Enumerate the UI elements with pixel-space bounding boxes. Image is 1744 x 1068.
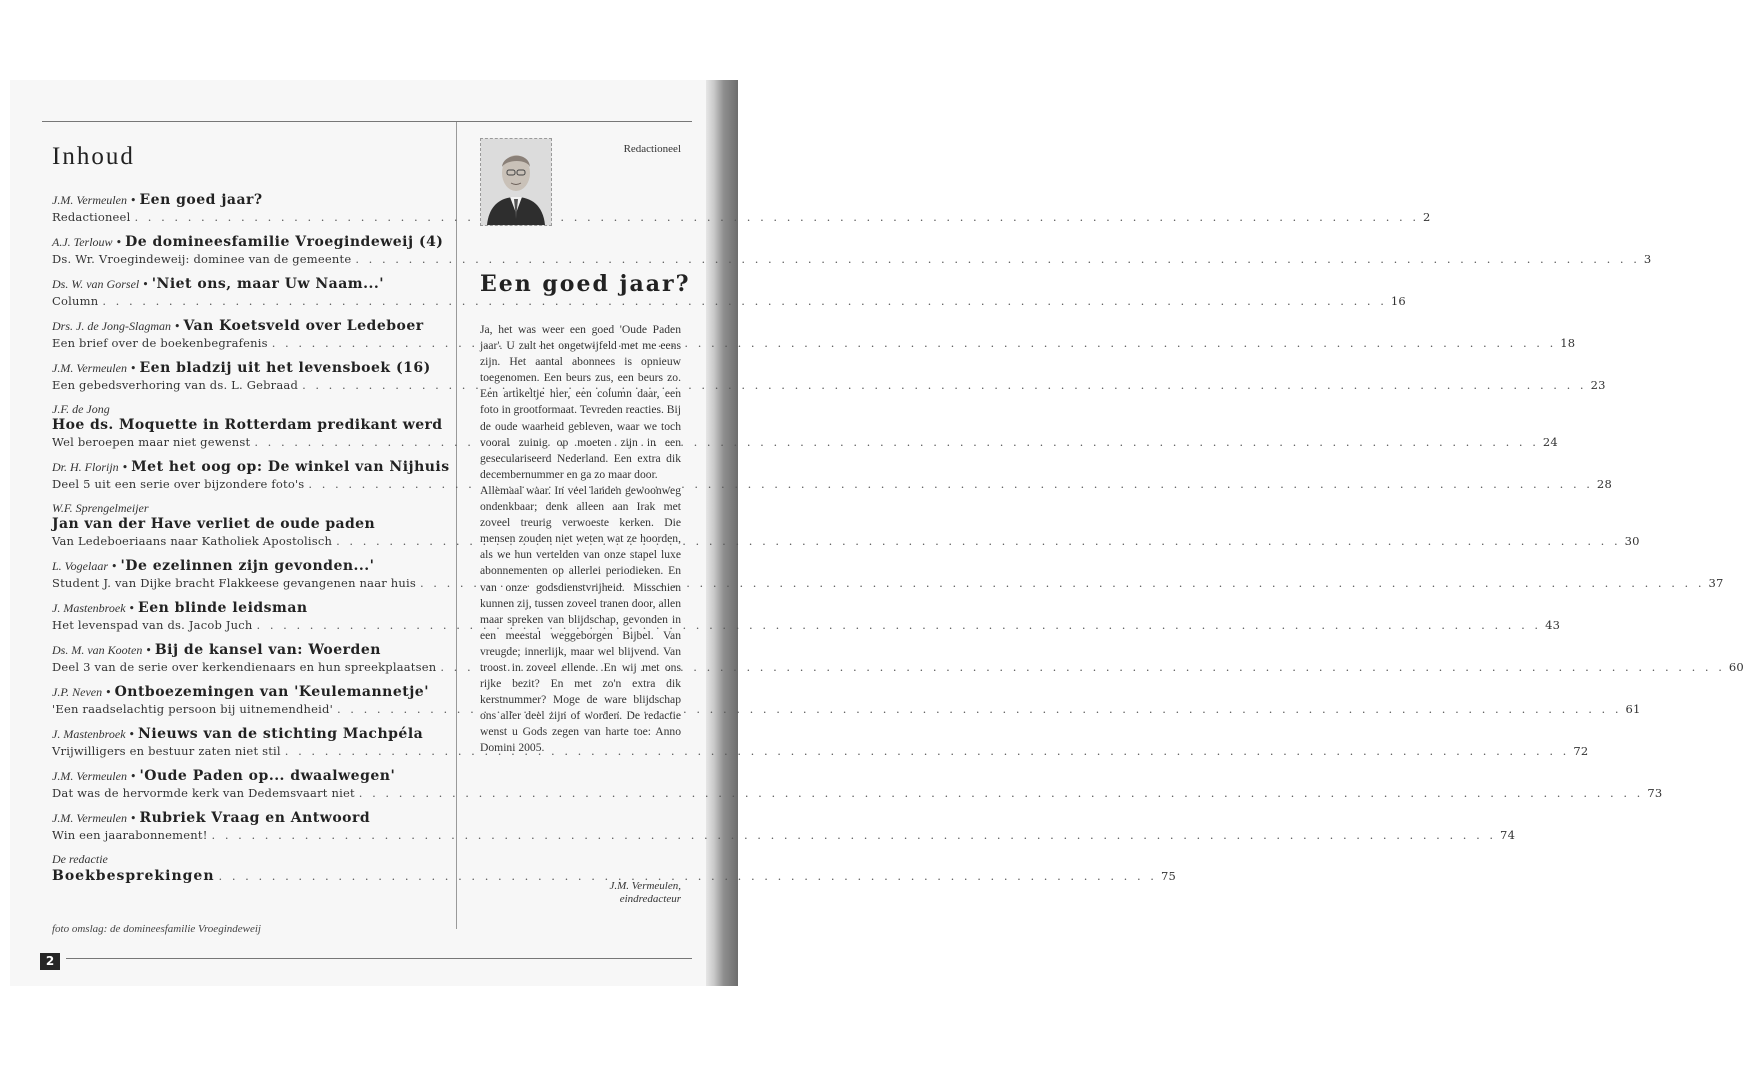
toc-entry-author: L. Vogelaar	[52, 559, 109, 573]
bullet-separator: •	[142, 278, 149, 291]
toc-entry-title: 'Oude Paden op... dwaalwegen'	[139, 768, 396, 784]
section-label: Redactioneel	[623, 143, 681, 155]
editorial-paragraph: Allemaal waar. In veel landen gewoonweg ondenkbaar; denk alleen aan Irak met zoveel treurig verwoeste kerken. Die mensen zouden niet weten wat ze hoorden, als we hun vertelden van onze stapel luxe abonnementen op allerlei periodieken. En van onze godsdienstvrijheid. Misschien kunnen zij, tussen zoveel tranen door, allen maar spreken van blijdschap, gevonden in een meestal weggeborgen Bijbel. Van vreugde; innerlijk, maar wel blijvend. Van troost in zoveel ellende. En wij met ons rijke bezit? En met zo'n extra dik kerstnummer? Moge de ware blijdschap ons aller deel zijn of worden. De redactie wenst u Gods zegen van harte toe: Anno Domini 2005.	[480, 483, 681, 755]
bullet-separator: •	[128, 602, 136, 615]
leader-dots	[219, 867, 1157, 885]
toc-entry[interactable]	[52, 501, 1640, 549]
toc-entry-subtitle: Vrijwilligers en bestuur zaten niet stil	[52, 744, 281, 758]
toc-entry-page: 30	[1624, 534, 1640, 548]
toc-entry-title: Ontboezemingen van 'Keulemannetje'	[114, 684, 429, 700]
toc-entry-subtitle: Deel 5 uit een serie over bijzondere foto's	[52, 477, 305, 491]
toc-entry-page: 74	[1500, 828, 1516, 842]
toc-entry-page: 24	[1542, 435, 1558, 449]
toc-entry[interactable]	[52, 726, 1589, 759]
toc-entry[interactable]	[52, 810, 1516, 843]
toc-entry-author: Ds. M. van Kooten	[52, 643, 143, 657]
toc-entry[interactable]	[52, 768, 1663, 801]
toc-entry-subtitle: 'Een raadselachtig persoon bij uitnemendheid'	[52, 702, 333, 716]
bullet-separator: •	[129, 194, 137, 207]
toc-entry-title: Een bladzij uit het levensboek (16)	[139, 360, 431, 376]
toc-entry-page: 23	[1590, 378, 1606, 392]
toc-entry-subtitle: Win een jaarabonnement!	[52, 828, 208, 842]
toc-entry-author: Ds. W. van Gorsel	[52, 277, 140, 291]
toc-entry-subtitle: Van Ledeboeriaans naar Katholiek Apostolisch	[52, 534, 333, 548]
bullet-separator: •	[129, 362, 137, 375]
bullet-separator: •	[129, 812, 137, 825]
toc-entry-page: 18	[1560, 336, 1576, 350]
toc-entry-author: J.F. de Jong	[52, 402, 110, 416]
bullet-separator: •	[145, 644, 152, 657]
toc-entry-subtitle: Redactioneel	[52, 210, 131, 224]
toc-entry[interactable]	[52, 318, 1576, 351]
toc-entry[interactable]	[52, 684, 1641, 717]
toc-entry-page: 72	[1573, 744, 1589, 758]
leader-dots	[102, 293, 1387, 309]
top-rule	[42, 121, 692, 122]
toc-entry-author: Drs. J. de Jong-Slagman	[52, 319, 171, 333]
author-portrait-icon	[481, 139, 551, 225]
toc-entry-page: 43	[1545, 618, 1561, 632]
bullet-separator: •	[105, 686, 112, 699]
toc-entry-author: J.M. Vermeulen	[52, 769, 127, 783]
toc-entry-title: 'De ezelinnen zijn gevonden...'	[120, 558, 375, 574]
toc-entry-author: A.J. Terlouw	[52, 235, 113, 249]
toc-entry[interactable]	[52, 600, 1561, 633]
toc-entry-subtitle: Column	[52, 294, 99, 308]
toc-entry[interactable]	[52, 192, 1431, 225]
leader-dots	[359, 785, 1644, 801]
toc-entry-subtitle: Ds. Wr. Vroegindeweij: dominee van de gemeente	[52, 252, 352, 266]
column-divider	[456, 122, 457, 929]
toc-entry[interactable]	[52, 459, 1612, 492]
toc-entry-title: Een blinde leidsman	[138, 600, 308, 616]
toc-entry-title: Hoe ds. Moquette in Rotterdam predikant werd	[52, 417, 443, 433]
toc-entry-title: Jan van der Have verliet de oude paden	[52, 516, 376, 532]
toc-entry-title: De domineesfamilie Vroegindeweij (4)	[125, 234, 444, 250]
toc-entry-title: 'Niet ons, maar Uw Naam...'	[151, 276, 385, 292]
page-number: 2	[40, 953, 60, 970]
leader-dots	[254, 434, 1539, 450]
bullet-separator: •	[121, 461, 129, 474]
toc-entry[interactable]	[52, 402, 1558, 450]
signature-role: eindredacteur	[619, 893, 681, 905]
toc-entry-subtitle: Deel 3 van de serie over kerkendienaars en hun spreekplaatsen	[52, 660, 437, 674]
bullet-separator: •	[115, 236, 123, 249]
toc-entry-page: 28	[1596, 477, 1612, 491]
toc-entry-page: 61	[1625, 702, 1641, 716]
bullet-separator: •	[111, 560, 118, 573]
leader-dots	[134, 209, 1419, 225]
toc-entry-author: J.M. Vermeulen	[52, 193, 127, 207]
toc-entry-author: J.M. Vermeulen	[52, 361, 127, 375]
toc-entry-page: 75	[1160, 869, 1176, 883]
bullet-separator: •	[128, 728, 136, 741]
toc-entry-page: 73	[1647, 786, 1663, 800]
signature-name: J.M. Vermeulen,	[609, 880, 681, 892]
toc-entry-subtitle: Een brief over de boekenbegrafenis	[52, 336, 268, 350]
toc-entry-author: J. Mastenbroek	[52, 601, 126, 615]
toc-entry-author: J.M. Vermeulen	[52, 811, 127, 825]
toc-entry-author: J. Mastenbroek	[52, 727, 126, 741]
author-portrait-photo	[480, 138, 552, 226]
bullet-separator: •	[173, 320, 181, 333]
toc-entry-author: W.F. Sprengelmeijer	[52, 501, 149, 515]
toc-entry-author: Dr. H. Florijn	[52, 460, 119, 474]
toc-entry[interactable]	[52, 642, 1744, 675]
bottom-rule	[66, 958, 692, 959]
editorial-title: Een goed jaar?	[480, 271, 691, 297]
toc-entry-subtitle: Een gebedsverhoring van ds. L. Gebraad	[52, 378, 299, 392]
toc-entry[interactable]	[52, 558, 1724, 591]
toc-entry-title: Een goed jaar?	[139, 192, 263, 208]
toc-entry-page: 37	[1708, 576, 1724, 590]
leader-dots	[272, 335, 1557, 351]
bullet-separator: •	[129, 770, 137, 783]
toc-entry-title: Van Koetsveld over Ledeboer	[183, 318, 424, 334]
editorial-paragraph: Ja, het was weer een goed 'Oude Paden jaar'. U zult het ongetwijfeld met me eens zijn. Het aantal abonnees is opnieuw toegenomen. Een beurs zus, een beurs zo. Een artikeltje hier, een column daar, een foto in grootformaat. Tevreden reacties. Bij de oude waarheid gebleven, waar we toch vooral zuinig op moeten zijn in een geseculariseerd Nederland. Een extra dik decembernummer en ga zo maar door.	[480, 323, 681, 481]
toc-entry-subtitle: Student J. van Dijke bracht Flakkeese gevangenen naar huis	[52, 576, 416, 590]
toc-entry-title: Rubriek Vraag en Antwoord	[139, 810, 371, 826]
toc-entry-title: Bij de kansel van: Woerden	[154, 642, 381, 658]
toc-entry-page: 2	[1422, 210, 1431, 224]
toc-entry-page: 3	[1643, 252, 1652, 266]
signature	[480, 880, 681, 906]
leader-dots	[257, 617, 1542, 633]
leader-dots	[285, 743, 1570, 759]
cover-photo-credit: foto omslag: de domineesfamilie Vroegindeweij	[52, 923, 261, 935]
toc-entry[interactable]	[52, 234, 1652, 267]
toc-heading: Inhoud	[52, 143, 135, 170]
toc-entry-title: Boekbesprekingen	[52, 868, 215, 884]
toc-entry-subtitle: Wel beroepen maar niet gewenst	[52, 435, 251, 449]
toc-entry-title: Nieuws van de stichting Machpéla	[138, 726, 424, 742]
toc-entry[interactable]	[52, 852, 1176, 885]
leader-dots	[355, 251, 1640, 267]
toc-entry-title: Met het oog op: De winkel van Nijhuis	[131, 459, 450, 475]
toc-entry-subtitle: Het levenspad van ds. Jacob Juch	[52, 618, 253, 632]
toc-entry-author: De redactie	[52, 852, 108, 866]
leader-dots	[212, 827, 1497, 843]
toc-entry[interactable]	[52, 360, 1606, 393]
toc-entry-author: J.P. Neven	[52, 685, 103, 699]
editorial-body	[480, 322, 681, 757]
toc-entry-subtitle: Dat was de hervormde kerk van Dedemsvaart niet	[52, 786, 355, 800]
toc-entry-page: 60	[1728, 660, 1744, 674]
toc-entry-page: 16	[1390, 294, 1406, 308]
